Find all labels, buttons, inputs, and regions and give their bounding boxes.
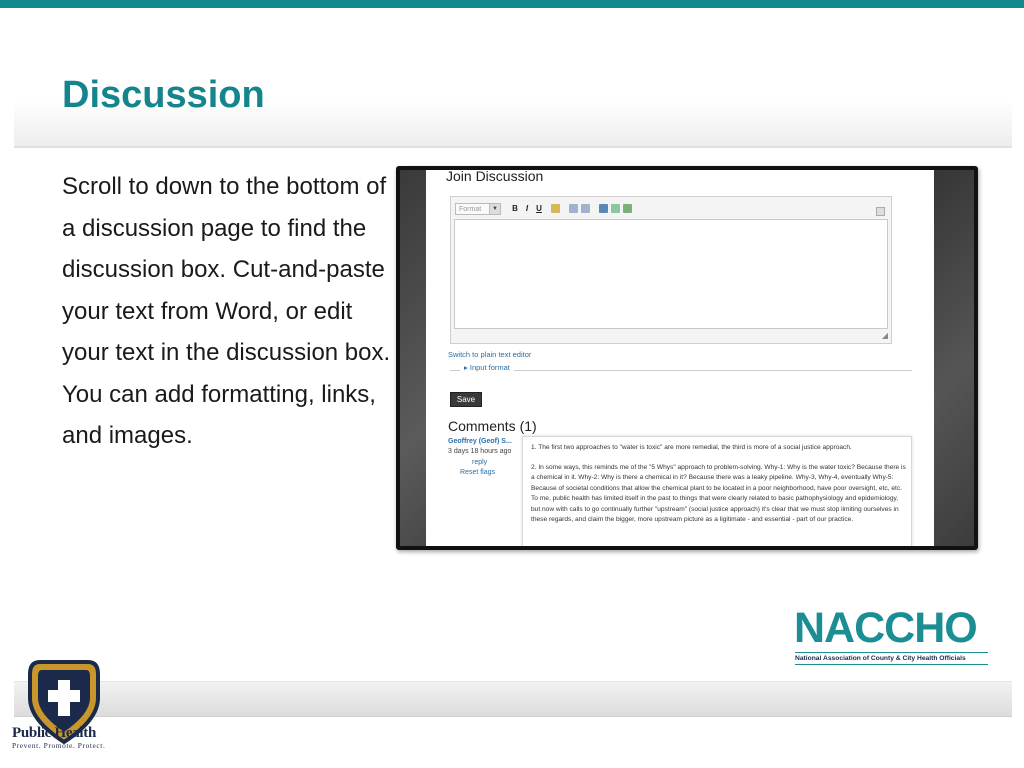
image-icon[interactable] [623,204,632,213]
unlink-icon[interactable] [611,204,620,213]
input-format-label: Input format [469,363,510,372]
reset-flags-link[interactable]: Reset flags [460,469,496,476]
input-format-divider [450,370,912,371]
slide-title: Discussion [62,74,265,116]
comments-heading: Comments (1) [448,418,537,434]
paste-word-icon[interactable] [551,204,560,213]
underline-button[interactable]: U [536,204,542,213]
comment-author-link[interactable]: Geoffrey (Geof) S... [448,438,512,445]
rich-text-editor [450,196,892,344]
comment-timestamp: 3 days 18 hours ago [448,448,512,455]
top-accent-bar [0,0,1024,8]
format-select[interactable] [455,203,501,215]
bold-button[interactable]: B [512,204,518,213]
screenshot-background [400,170,974,546]
public-health-title: Public Health [12,725,97,741]
comment-body [522,436,912,546]
screenshot-frame [396,166,978,550]
chevron-down-icon: ▼ [489,204,500,214]
input-format-toggle[interactable] [460,363,514,372]
join-discussion-title: Join Discussion [446,170,544,184]
naccho-logo-text: NACCHO [794,604,977,652]
bottom-band [14,681,1012,717]
comment-paragraph-2: 2. In some ways, this reminds me of the "5 Whys" approach to problem-solving. Why-1: Why is the water toxic? Because there is a chemical in it. Why-2: Why is there a chemical in it? Because there was a leaky pipeline. Why-3, Why-4, eventually Why-5: Because of societal conditions that allow the chemical plant to be located in a poor neighborhood, have poor oversight, etc, etc. To me, public health has limited itself in the past to things that were clearly related to basic pathophysiology and epidemiology, but now with calls to go continually further "upstream" (social justice approach) it's clear that we must stop limiting ourselves in these regards, and claim the bigger, more upstream picture as a ligitimate - and essential - part of our practice. [531,464,906,524]
resize-handle-icon[interactable]: ◢ [881,331,888,340]
naccho-full-name: National Association of County & City Health Officials [795,652,988,665]
italic-button[interactable]: I [525,204,529,213]
switch-plain-text-link[interactable]: Switch to plain text editor [448,350,532,359]
reply-link[interactable]: reply [472,459,488,466]
public-health-tagline: Prevent. Promote. Protect. [12,741,106,750]
numbered-list-icon[interactable] [569,204,578,213]
save-button[interactable]: Save [450,392,482,407]
format-select-label: Format [459,206,482,213]
bullet-list-icon[interactable] [581,204,590,213]
comment-paragraph-1: 1. The first two approaches to "water is toxic" are more remedial, the third is more of a social justice approach. [531,444,852,451]
editor-text-area[interactable] [454,219,888,329]
link-icon[interactable] [599,204,608,213]
discussion-page [426,170,934,546]
triangle-right-icon: ▸ [464,363,470,372]
toolbar-collapse-icon[interactable] [876,207,885,216]
editor-toolbar [453,201,887,219]
slide-body-text: Scroll to down to the bottom of a discussion page to find the discussion box. Cut-and-paste your text from Word, or edit your text in the discussion box. You can add formatting, links, and images. [62,173,391,449]
